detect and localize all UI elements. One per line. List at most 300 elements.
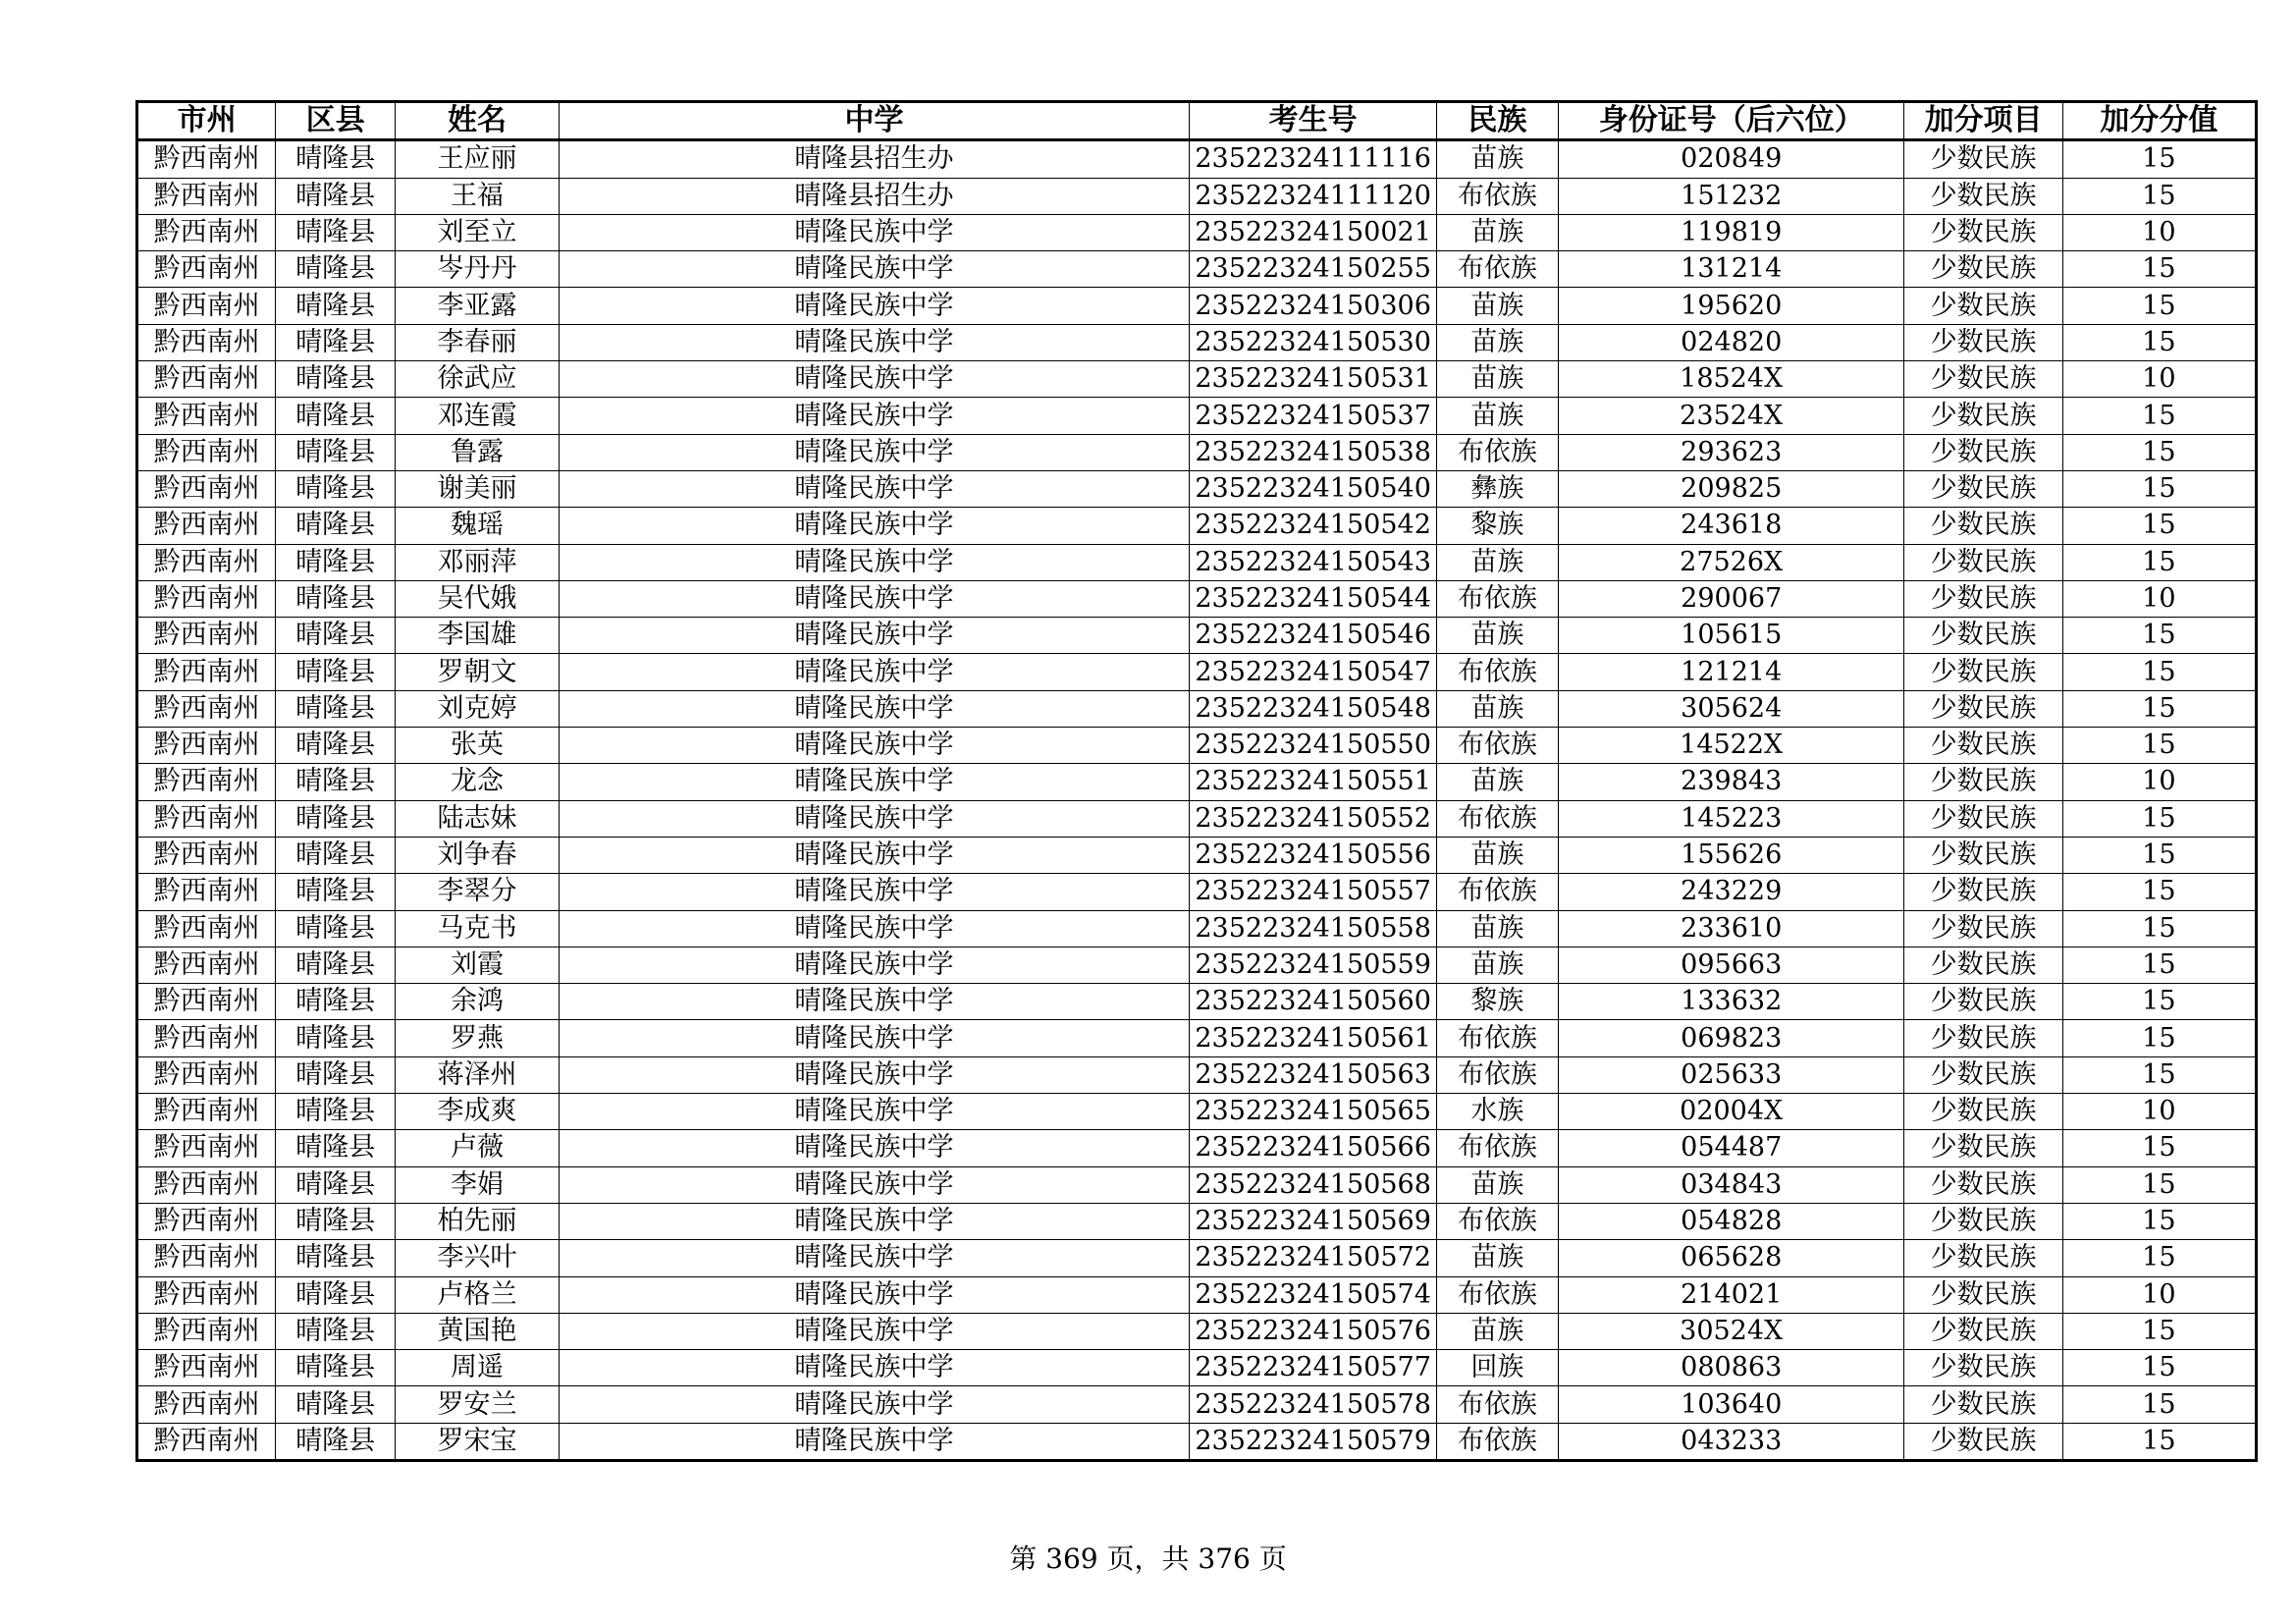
cell-city: 黔西南州 xyxy=(137,947,276,983)
cell-school: 晴隆民族中学 xyxy=(559,580,1190,617)
cell-exam-number: 23522324150550 xyxy=(1190,728,1436,764)
cell-name: 卢格兰 xyxy=(396,1276,559,1313)
cell-city: 黔西南州 xyxy=(137,324,276,360)
cell-name: 徐武应 xyxy=(396,361,559,398)
cell-name: 刘克婷 xyxy=(396,690,559,727)
cell-bonus-value: 15 xyxy=(2062,251,2256,288)
cell-county: 晴隆县 xyxy=(276,1350,396,1386)
cell-ethnicity: 苗族 xyxy=(1436,690,1558,727)
footer-total-pages: 376 xyxy=(1198,1543,1251,1575)
cell-school: 晴隆民族中学 xyxy=(559,1423,1190,1460)
cell-bonus-value: 15 xyxy=(2062,728,2256,764)
cell-bonus-value: 10 xyxy=(2062,361,2256,398)
table-row xyxy=(137,288,2257,324)
cell-school: 晴隆民族中学 xyxy=(559,1020,1190,1056)
cell-bonus-item: 少数民族 xyxy=(1904,1423,2062,1460)
cell-exam-number: 23522324150576 xyxy=(1190,1313,1436,1349)
cell-exam-number: 23522324150546 xyxy=(1190,618,1436,654)
cell-county: 晴隆县 xyxy=(276,984,396,1020)
cell-id-last-six: 119819 xyxy=(1558,214,1903,250)
cell-county: 晴隆县 xyxy=(276,398,396,434)
col-header-id-last-six: 身份证号（后六位） xyxy=(1558,102,1903,140)
cell-bonus-value: 15 xyxy=(2062,1350,2256,1386)
cell-exam-number: 23522324150544 xyxy=(1190,580,1436,617)
cell-bonus-value: 10 xyxy=(2062,580,2256,617)
cell-ethnicity: 苗族 xyxy=(1436,361,1558,398)
cell-ethnicity: 布依族 xyxy=(1436,251,1558,288)
cell-bonus-value: 15 xyxy=(2062,874,2256,910)
cell-id-last-six: 121214 xyxy=(1558,654,1903,690)
cell-city: 黔西南州 xyxy=(137,1240,276,1276)
cell-school: 晴隆民族中学 xyxy=(559,434,1190,470)
cell-city: 黔西南州 xyxy=(137,910,276,947)
cell-name: 岑丹丹 xyxy=(396,251,559,288)
cell-city: 黔西南州 xyxy=(137,288,276,324)
cell-name: 李春丽 xyxy=(396,324,559,360)
cell-exam-number: 23522324150579 xyxy=(1190,1423,1436,1460)
cell-bonus-item: 少数民族 xyxy=(1904,1056,2062,1093)
cell-county: 晴隆县 xyxy=(276,434,396,470)
cell-exam-number: 23522324150556 xyxy=(1190,837,1436,873)
cell-exam-number: 23522324150558 xyxy=(1190,910,1436,947)
cell-bonus-item: 少数民族 xyxy=(1904,251,2062,288)
cell-ethnicity: 布依族 xyxy=(1436,1130,1558,1166)
cell-bonus-value: 15 xyxy=(2062,544,2256,580)
cell-exam-number: 23522324150559 xyxy=(1190,947,1436,983)
cell-bonus-value: 15 xyxy=(2062,288,2256,324)
cell-name: 黄国艳 xyxy=(396,1313,559,1349)
cell-county: 晴隆县 xyxy=(276,470,396,507)
cell-exam-number: 23522324150578 xyxy=(1190,1386,1436,1423)
col-header-city: 市州 xyxy=(137,102,276,140)
cell-county: 晴隆县 xyxy=(276,910,396,947)
cell-bonus-item: 少数民族 xyxy=(1904,508,2062,544)
cell-id-last-six: 14522X xyxy=(1558,728,1903,764)
table-row xyxy=(137,1203,2257,1239)
cell-bonus-value: 15 xyxy=(2062,1056,2256,1093)
cell-city: 黔西南州 xyxy=(137,470,276,507)
cell-bonus-value: 15 xyxy=(2062,654,2256,690)
cell-ethnicity: 布依族 xyxy=(1436,1386,1558,1423)
cell-bonus-item: 少数民族 xyxy=(1904,874,2062,910)
cell-school: 晴隆民族中学 xyxy=(559,800,1190,837)
cell-exam-number: 23522324150543 xyxy=(1190,544,1436,580)
cell-county: 晴隆县 xyxy=(276,654,396,690)
cell-bonus-value: 15 xyxy=(2062,508,2256,544)
cell-bonus-item: 少数民族 xyxy=(1904,764,2062,800)
cell-county: 晴隆县 xyxy=(276,874,396,910)
table-row xyxy=(137,434,2257,470)
cell-bonus-value: 10 xyxy=(2062,1094,2256,1130)
cell-name: 李兴叶 xyxy=(396,1240,559,1276)
cell-bonus-value: 15 xyxy=(2062,324,2256,360)
cell-exam-number: 23522324150530 xyxy=(1190,324,1436,360)
cell-bonus-item: 少数民族 xyxy=(1904,434,2062,470)
cell-ethnicity: 苗族 xyxy=(1436,288,1558,324)
cell-bonus-value: 15 xyxy=(2062,984,2256,1020)
table-row xyxy=(137,837,2257,873)
cell-school: 晴隆民族中学 xyxy=(559,470,1190,507)
cell-county: 晴隆县 xyxy=(276,324,396,360)
cell-county: 晴隆县 xyxy=(276,361,396,398)
cell-exam-number: 23522324150531 xyxy=(1190,361,1436,398)
cell-bonus-item: 少数民族 xyxy=(1904,1240,2062,1276)
cell-bonus-item: 少数民族 xyxy=(1904,288,2062,324)
cell-id-last-six: 305624 xyxy=(1558,690,1903,727)
cell-bonus-item: 少数民族 xyxy=(1904,984,2062,1020)
cell-name: 李国雄 xyxy=(396,618,559,654)
cell-school: 晴隆民族中学 xyxy=(559,947,1190,983)
cell-county: 晴隆县 xyxy=(276,1203,396,1239)
cell-exam-number: 23522324150538 xyxy=(1190,434,1436,470)
table-row xyxy=(137,1166,2257,1203)
cell-bonus-item: 少数民族 xyxy=(1904,140,2062,178)
cell-exam-number: 23522324150574 xyxy=(1190,1276,1436,1313)
table-row xyxy=(137,910,2257,947)
cell-ethnicity: 苗族 xyxy=(1436,1240,1558,1276)
col-header-school: 中学 xyxy=(559,102,1190,140)
cell-school: 晴隆民族中学 xyxy=(559,1094,1190,1130)
cell-county: 晴隆县 xyxy=(276,288,396,324)
cell-school: 晴隆民族中学 xyxy=(559,1203,1190,1239)
cell-city: 黔西南州 xyxy=(137,654,276,690)
cell-id-last-six: 080863 xyxy=(1558,1350,1903,1386)
table-row xyxy=(137,1240,2257,1276)
cell-county: 晴隆县 xyxy=(276,1020,396,1056)
cell-school: 晴隆民族中学 xyxy=(559,874,1190,910)
cell-county: 晴隆县 xyxy=(276,1313,396,1349)
cell-ethnicity: 黎族 xyxy=(1436,984,1558,1020)
cell-ethnicity: 布依族 xyxy=(1436,580,1558,617)
cell-school: 晴隆县招生办 xyxy=(559,178,1190,214)
table-row xyxy=(137,1020,2257,1056)
table-row xyxy=(137,544,2257,580)
cell-name: 陆志妹 xyxy=(396,800,559,837)
cell-ethnicity: 布依族 xyxy=(1436,654,1558,690)
cell-bonus-value: 15 xyxy=(2062,690,2256,727)
cell-name: 余鸿 xyxy=(396,984,559,1020)
cell-id-last-six: 18524X xyxy=(1558,361,1903,398)
cell-name: 罗宋宝 xyxy=(396,1423,559,1460)
cell-city: 黔西南州 xyxy=(137,1166,276,1203)
cell-city: 黔西南州 xyxy=(137,1056,276,1093)
cell-city: 黔西南州 xyxy=(137,508,276,544)
cell-exam-number: 23522324150557 xyxy=(1190,874,1436,910)
table-row xyxy=(137,984,2257,1020)
cell-ethnicity: 布依族 xyxy=(1436,1203,1558,1239)
table-row xyxy=(137,1350,2257,1386)
cell-bonus-item: 少数民族 xyxy=(1904,1020,2062,1056)
cell-bonus-item: 少数民族 xyxy=(1904,1166,2062,1203)
cell-id-last-six: 293623 xyxy=(1558,434,1903,470)
cell-ethnicity: 布依族 xyxy=(1436,178,1558,214)
cell-school: 晴隆民族中学 xyxy=(559,1386,1190,1423)
cell-name: 邓丽萍 xyxy=(396,544,559,580)
table-row xyxy=(137,508,2257,544)
cell-bonus-value: 15 xyxy=(2062,618,2256,654)
cell-county: 晴隆县 xyxy=(276,140,396,178)
table-row xyxy=(137,251,2257,288)
cell-bonus-value: 15 xyxy=(2062,1240,2256,1276)
cell-county: 晴隆县 xyxy=(276,508,396,544)
cell-name: 魏瑶 xyxy=(396,508,559,544)
cell-ethnicity: 苗族 xyxy=(1436,910,1558,947)
cell-id-last-six: 02004X xyxy=(1558,1094,1903,1130)
cell-bonus-item: 少数民族 xyxy=(1904,1203,2062,1239)
cell-bonus-item: 少数民族 xyxy=(1904,800,2062,837)
cell-exam-number: 23522324150255 xyxy=(1190,251,1436,288)
cell-city: 黔西南州 xyxy=(137,361,276,398)
cell-bonus-value: 15 xyxy=(2062,800,2256,837)
cell-city: 黔西南州 xyxy=(137,1130,276,1166)
cell-exam-number: 23522324150540 xyxy=(1190,470,1436,507)
cell-city: 黔西南州 xyxy=(137,874,276,910)
cell-school: 晴隆民族中学 xyxy=(559,508,1190,544)
cell-id-last-six: 195620 xyxy=(1558,288,1903,324)
cell-name: 邓连霞 xyxy=(396,398,559,434)
cell-name: 卢薇 xyxy=(396,1130,559,1166)
cell-exam-number: 23522324150547 xyxy=(1190,654,1436,690)
cell-name: 马克书 xyxy=(396,910,559,947)
cell-bonus-item: 少数民族 xyxy=(1904,470,2062,507)
cell-id-last-six: 069823 xyxy=(1558,1020,1903,1056)
cell-school: 晴隆民族中学 xyxy=(559,1276,1190,1313)
cell-bonus-value: 10 xyxy=(2062,764,2256,800)
cell-bonus-value: 15 xyxy=(2062,1423,2256,1460)
cell-bonus-item: 少数民族 xyxy=(1904,654,2062,690)
cell-ethnicity: 苗族 xyxy=(1436,764,1558,800)
cell-bonus-value: 15 xyxy=(2062,178,2256,214)
table-row xyxy=(137,1130,2257,1166)
table-row xyxy=(137,580,2257,617)
cell-city: 黔西南州 xyxy=(137,984,276,1020)
cell-school: 晴隆民族中学 xyxy=(559,654,1190,690)
cell-bonus-item: 少数民族 xyxy=(1904,178,2062,214)
cell-exam-number: 23522324150306 xyxy=(1190,288,1436,324)
cell-bonus-item: 少数民族 xyxy=(1904,1094,2062,1130)
cell-id-last-six: 095663 xyxy=(1558,947,1903,983)
cell-ethnicity: 布依族 xyxy=(1436,800,1558,837)
cell-school: 晴隆民族中学 xyxy=(559,1130,1190,1166)
cell-bonus-item: 少数民族 xyxy=(1904,324,2062,360)
cell-id-last-six: 034843 xyxy=(1558,1166,1903,1203)
cell-id-last-six: 30524X xyxy=(1558,1313,1903,1349)
cell-bonus-value: 15 xyxy=(2062,1130,2256,1166)
footer-page-prefix: 第 xyxy=(1009,1543,1038,1575)
col-header-county: 区县 xyxy=(276,102,396,140)
table-row xyxy=(137,1386,2257,1423)
cell-school: 晴隆民族中学 xyxy=(559,618,1190,654)
cell-bonus-value: 15 xyxy=(2062,947,2256,983)
cell-bonus-item: 少数民族 xyxy=(1904,398,2062,434)
table-row xyxy=(137,800,2257,837)
cell-city: 黔西南州 xyxy=(137,1423,276,1460)
cell-exam-number: 23522324150568 xyxy=(1190,1166,1436,1203)
cell-city: 黔西南州 xyxy=(137,434,276,470)
cell-id-last-six: 239843 xyxy=(1558,764,1903,800)
cell-name: 鲁露 xyxy=(396,434,559,470)
footer-page-mid: 页，共 xyxy=(1106,1543,1190,1575)
cell-county: 晴隆县 xyxy=(276,764,396,800)
cell-id-last-six: 103640 xyxy=(1558,1386,1903,1423)
cell-school: 晴隆民族中学 xyxy=(559,1313,1190,1349)
cell-name: 李娟 xyxy=(396,1166,559,1203)
table-row xyxy=(137,874,2257,910)
cell-bonus-item: 少数民族 xyxy=(1904,214,2062,250)
cell-ethnicity: 回族 xyxy=(1436,1350,1558,1386)
col-header-bonus-value: 加分分值 xyxy=(2062,102,2256,140)
cell-exam-number: 23522324150548 xyxy=(1190,690,1436,727)
table-row xyxy=(137,618,2257,654)
cell-name: 周遥 xyxy=(396,1350,559,1386)
cell-school: 晴隆民族中学 xyxy=(559,214,1190,250)
cell-exam-number: 23522324150542 xyxy=(1190,508,1436,544)
cell-exam-number: 23522324111116 xyxy=(1190,140,1436,178)
cell-bonus-item: 少数民族 xyxy=(1904,947,2062,983)
cell-name: 王福 xyxy=(396,178,559,214)
table-row xyxy=(137,178,2257,214)
cell-school: 晴隆民族中学 xyxy=(559,728,1190,764)
cell-name: 李亚露 xyxy=(396,288,559,324)
cell-name: 张英 xyxy=(396,728,559,764)
cell-ethnicity: 苗族 xyxy=(1436,618,1558,654)
bonus-points-table xyxy=(135,100,2258,1462)
cell-county: 晴隆县 xyxy=(276,1056,396,1093)
cell-bonus-value: 15 xyxy=(2062,910,2256,947)
cell-name: 蒋泽州 xyxy=(396,1056,559,1093)
cell-name: 吴代娥 xyxy=(396,580,559,617)
cell-school: 晴隆民族中学 xyxy=(559,837,1190,873)
cell-exam-number: 23522324150552 xyxy=(1190,800,1436,837)
cell-bonus-value: 15 xyxy=(2062,1203,2256,1239)
cell-name: 李翠分 xyxy=(396,874,559,910)
cell-county: 晴隆县 xyxy=(276,800,396,837)
cell-name: 罗朝文 xyxy=(396,654,559,690)
cell-ethnicity: 水族 xyxy=(1436,1094,1558,1130)
cell-id-last-six: 105615 xyxy=(1558,618,1903,654)
cell-city: 黔西南州 xyxy=(137,800,276,837)
cell-exam-number: 23522324150561 xyxy=(1190,1020,1436,1056)
cell-exam-number: 23522324150566 xyxy=(1190,1130,1436,1166)
cell-school: 晴隆民族中学 xyxy=(559,324,1190,360)
table-row xyxy=(137,1276,2257,1313)
cell-id-last-six: 155626 xyxy=(1558,837,1903,873)
cell-id-last-six: 054487 xyxy=(1558,1130,1903,1166)
cell-name: 罗燕 xyxy=(396,1020,559,1056)
cell-name: 刘争春 xyxy=(396,837,559,873)
cell-id-last-six: 025633 xyxy=(1558,1056,1903,1093)
cell-bonus-item: 少数民族 xyxy=(1904,1313,2062,1349)
cell-city: 黔西南州 xyxy=(137,690,276,727)
cell-county: 晴隆县 xyxy=(276,214,396,250)
cell-county: 晴隆县 xyxy=(276,690,396,727)
cell-city: 黔西南州 xyxy=(137,214,276,250)
cell-county: 晴隆县 xyxy=(276,1166,396,1203)
cell-city: 黔西南州 xyxy=(137,580,276,617)
cell-bonus-value: 15 xyxy=(2062,837,2256,873)
cell-id-last-six: 020849 xyxy=(1558,140,1903,178)
cell-name: 刘至立 xyxy=(396,214,559,250)
cell-ethnicity: 苗族 xyxy=(1436,1313,1558,1349)
table-body xyxy=(137,140,2257,1461)
cell-exam-number: 23522324150572 xyxy=(1190,1240,1436,1276)
cell-school: 晴隆民族中学 xyxy=(559,910,1190,947)
header-row xyxy=(137,102,2257,140)
col-header-name: 姓名 xyxy=(396,102,559,140)
cell-bonus-value: 15 xyxy=(2062,470,2256,507)
cell-id-last-six: 054828 xyxy=(1558,1203,1903,1239)
table-row xyxy=(137,214,2257,250)
table-row xyxy=(137,1056,2257,1093)
cell-county: 晴隆县 xyxy=(276,580,396,617)
cell-ethnicity: 苗族 xyxy=(1436,544,1558,580)
cell-ethnicity: 苗族 xyxy=(1436,398,1558,434)
cell-bonus-value: 15 xyxy=(2062,1020,2256,1056)
cell-name: 罗安兰 xyxy=(396,1386,559,1423)
cell-name: 柏先丽 xyxy=(396,1203,559,1239)
cell-city: 黔西南州 xyxy=(137,1313,276,1349)
cell-exam-number: 23522324150537 xyxy=(1190,398,1436,434)
cell-bonus-value: 15 xyxy=(2062,1313,2256,1349)
cell-exam-number: 23522324150565 xyxy=(1190,1094,1436,1130)
table-row xyxy=(137,398,2257,434)
cell-county: 晴隆县 xyxy=(276,947,396,983)
cell-name: 谢美丽 xyxy=(396,470,559,507)
cell-bonus-item: 少数民族 xyxy=(1904,1350,2062,1386)
cell-school: 晴隆民族中学 xyxy=(559,1350,1190,1386)
cell-id-last-six: 290067 xyxy=(1558,580,1903,617)
cell-city: 黔西南州 xyxy=(137,251,276,288)
cell-school: 晴隆民族中学 xyxy=(559,1166,1190,1203)
cell-id-last-six: 151232 xyxy=(1558,178,1903,214)
cell-county: 晴隆县 xyxy=(276,251,396,288)
cell-county: 晴隆县 xyxy=(276,544,396,580)
cell-bonus-item: 少数民族 xyxy=(1904,618,2062,654)
cell-bonus-value: 15 xyxy=(2062,1166,2256,1203)
cell-id-last-six: 27526X xyxy=(1558,544,1903,580)
cell-city: 黔西南州 xyxy=(137,1020,276,1056)
cell-exam-number: 23522324150563 xyxy=(1190,1056,1436,1093)
cell-county: 晴隆县 xyxy=(276,618,396,654)
cell-school: 晴隆民族中学 xyxy=(559,288,1190,324)
cell-city: 黔西南州 xyxy=(137,618,276,654)
cell-bonus-item: 少数民族 xyxy=(1904,910,2062,947)
cell-name: 王应丽 xyxy=(396,140,559,178)
cell-ethnicity: 布依族 xyxy=(1436,1423,1558,1460)
cell-school: 晴隆民族中学 xyxy=(559,398,1190,434)
cell-county: 晴隆县 xyxy=(276,837,396,873)
cell-school: 晴隆民族中学 xyxy=(559,1056,1190,1093)
cell-name: 刘霞 xyxy=(396,947,559,983)
col-header-exam-number: 考生号 xyxy=(1190,102,1436,140)
cell-ethnicity: 布依族 xyxy=(1436,434,1558,470)
cell-id-last-six: 23524X xyxy=(1558,398,1903,434)
cell-county: 晴隆县 xyxy=(276,178,396,214)
cell-bonus-value: 15 xyxy=(2062,398,2256,434)
cell-exam-number: 23522324150560 xyxy=(1190,984,1436,1020)
table-row xyxy=(137,764,2257,800)
cell-bonus-item: 少数民族 xyxy=(1904,1276,2062,1313)
cell-bonus-item: 少数民族 xyxy=(1904,837,2062,873)
table-row xyxy=(137,470,2257,507)
cell-bonus-item: 少数民族 xyxy=(1904,361,2062,398)
cell-id-last-six: 214021 xyxy=(1558,1276,1903,1313)
cell-school: 晴隆民族中学 xyxy=(559,1240,1190,1276)
cell-school: 晴隆民族中学 xyxy=(559,690,1190,727)
cell-exam-number: 23522324150551 xyxy=(1190,764,1436,800)
cell-ethnicity: 布依族 xyxy=(1436,1056,1558,1093)
table-row xyxy=(137,728,2257,764)
